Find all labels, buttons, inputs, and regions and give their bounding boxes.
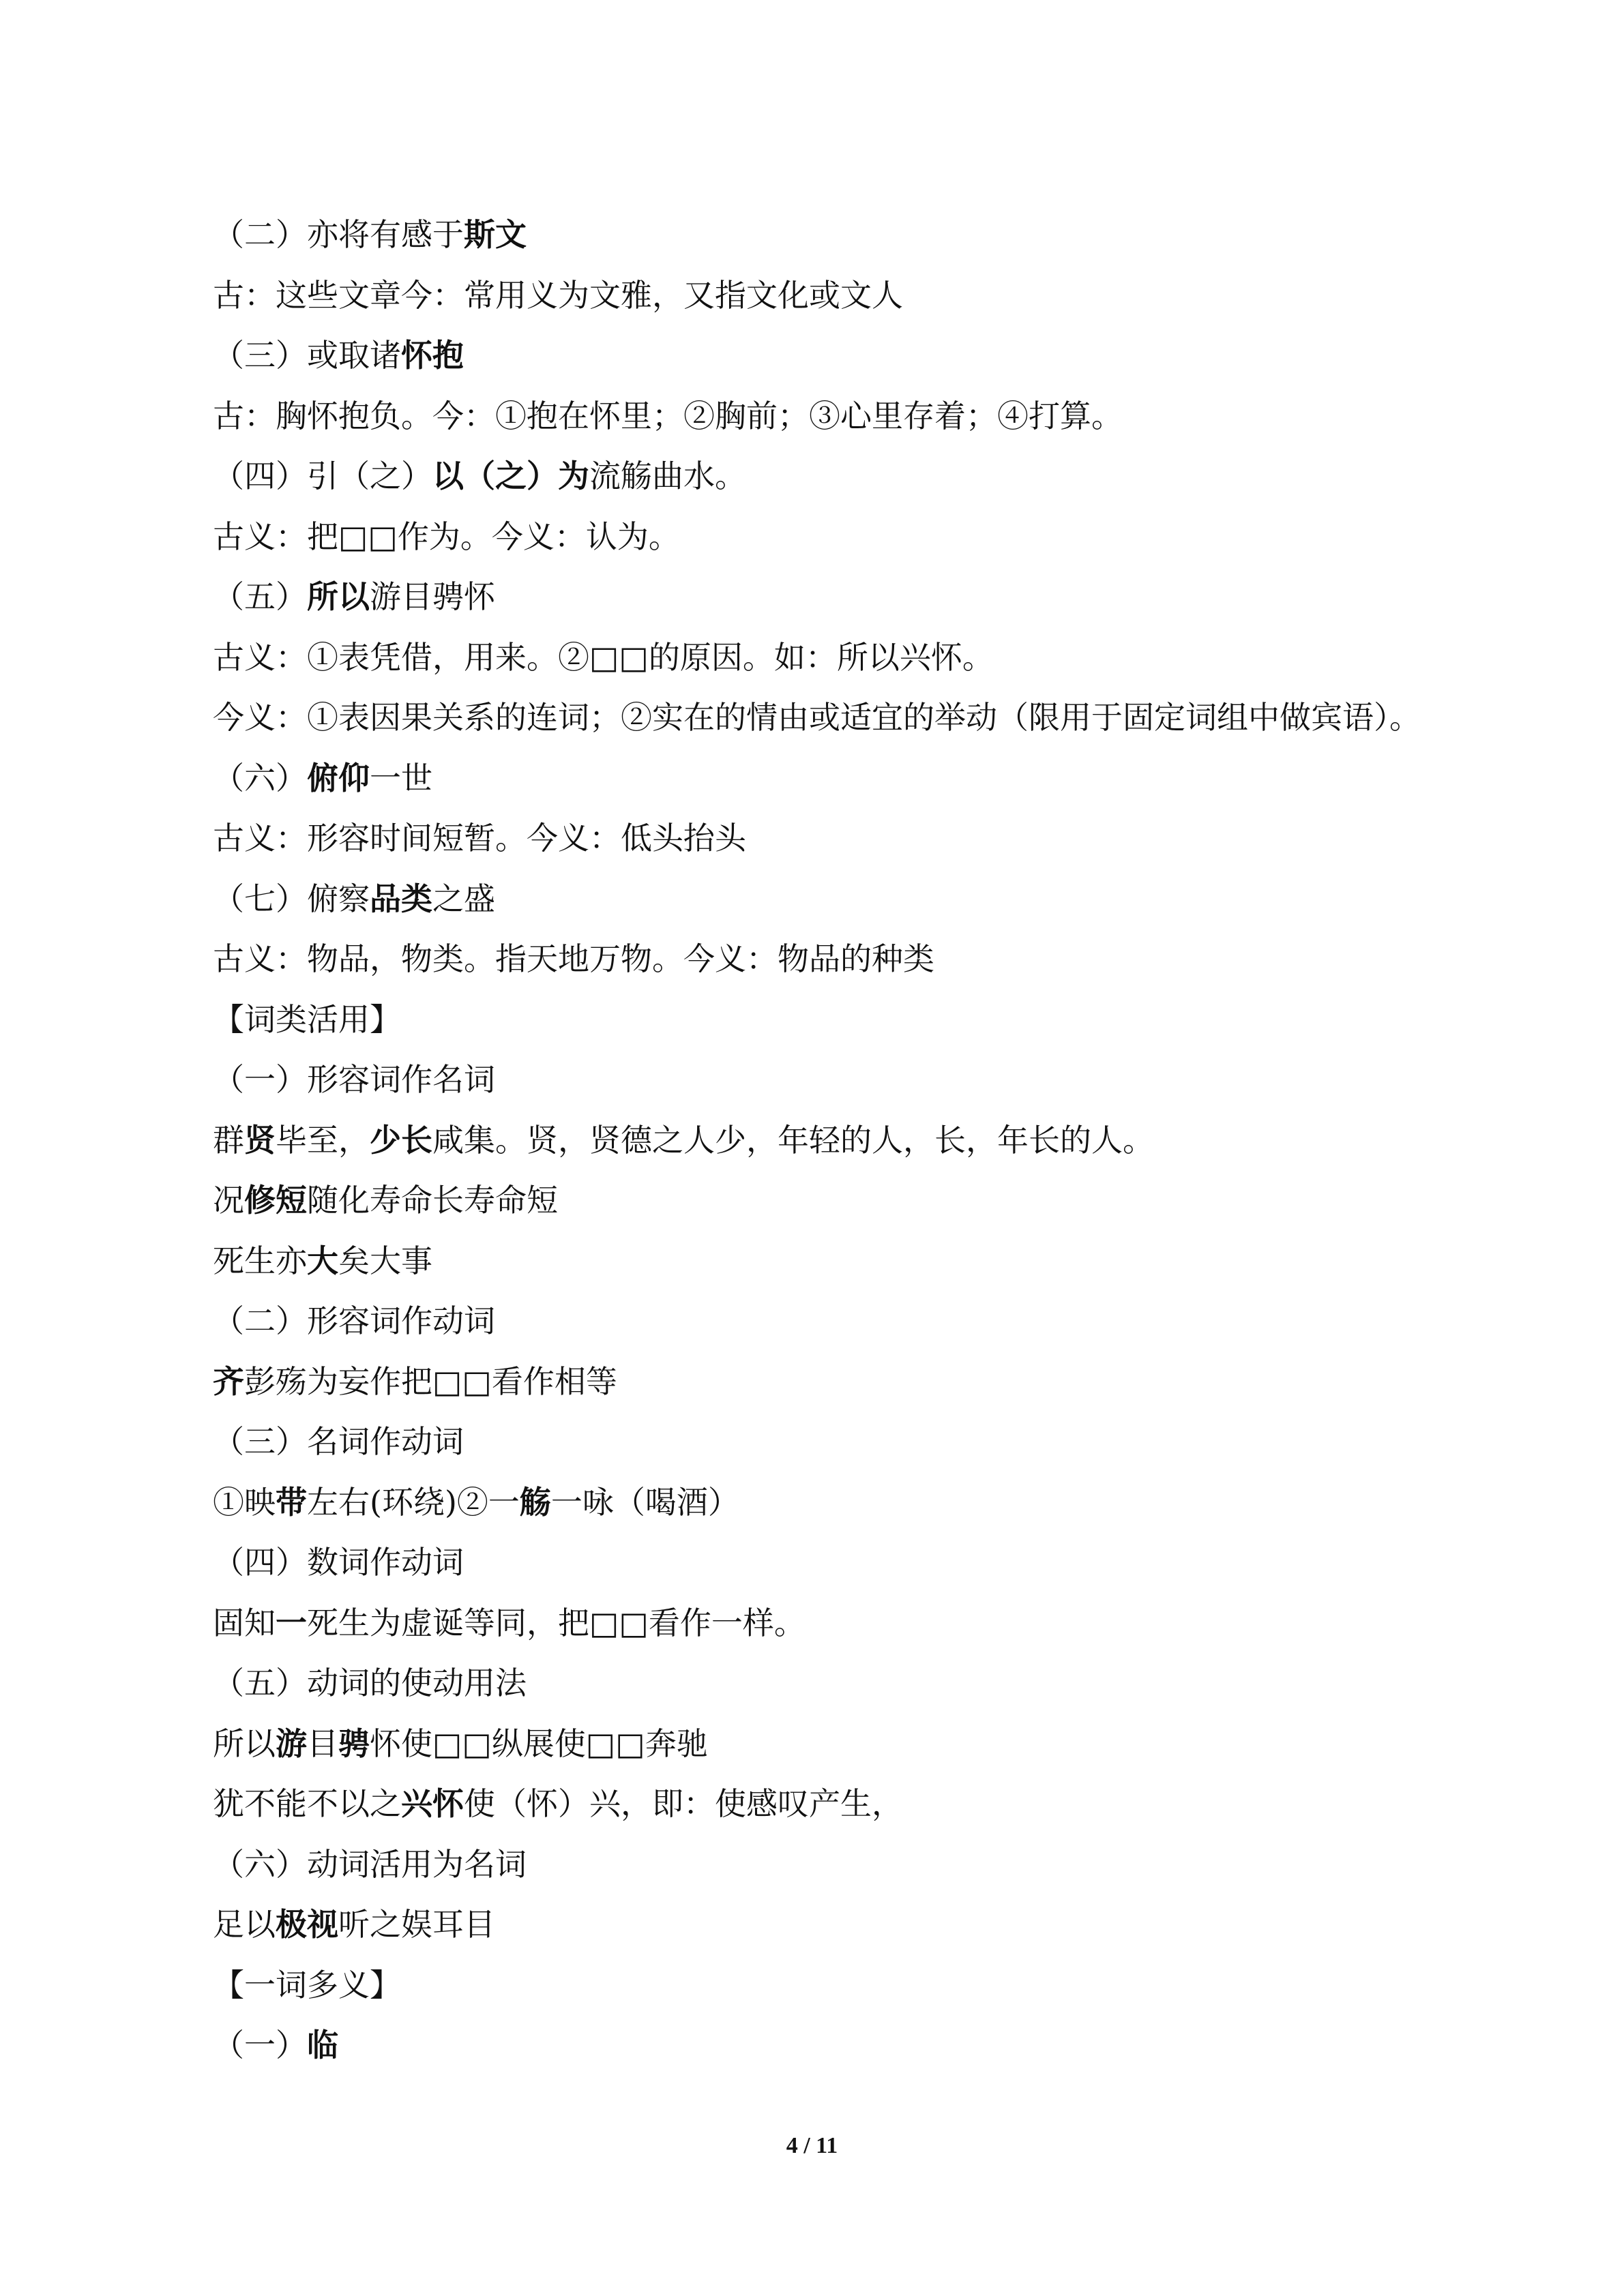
text-run: （一）	[213, 2027, 307, 2063]
text-run: 使（怀）兴，即：使感叹产生，	[464, 1785, 903, 1822]
emphasized-text: 所以	[307, 578, 370, 615]
text-line	[213, 1049, 1509, 1110]
text-line	[213, 507, 1509, 567]
text-run: 足以	[213, 1906, 276, 1943]
text-run: 犹不能不以之	[213, 1785, 401, 1822]
text-run: 固知	[213, 1604, 276, 1641]
text-run: ①映	[213, 1483, 276, 1521]
emphasized-text: 少长	[370, 1121, 432, 1159]
text-line	[213, 627, 1509, 688]
text-run: 随化寿命长寿命短	[307, 1182, 558, 1219]
page-number: 4 / 11	[786, 2133, 838, 2158]
emphasized-text: 极视	[276, 1906, 338, 1943]
text-run: 彭殇为妄作把□□看作相等	[244, 1362, 617, 1400]
text-run: （五）动词的使动用法	[213, 1665, 527, 1701]
emphasized-text: 以（之）为	[432, 458, 589, 494]
text-line	[213, 687, 1509, 748]
emphasized-text: 兴怀	[401, 1785, 464, 1822]
emphasized-text: 觞	[519, 1483, 551, 1521]
text-run: 目	[307, 1725, 338, 1762]
text-run: 古义：①表凭借，用来。②□□的原因。如：所以兴怀。	[213, 638, 994, 676]
text-run: （三）或取诸	[213, 337, 401, 374]
text-run: 【一词多义】	[213, 1966, 401, 2003]
text-line	[213, 1955, 1509, 2016]
text-run: 所以	[213, 1725, 276, 1762]
text-run: 一世	[370, 759, 432, 796]
text-line	[213, 1653, 1509, 1714]
text-line	[213, 1834, 1509, 1895]
text-line	[213, 1532, 1509, 1593]
emphasized-text: 带	[276, 1483, 307, 1521]
text-run: （二）亦将有感于	[213, 216, 464, 253]
text-run: 今义：①表因果关系的连词；②实在的情由或适宜的举动（限用于固定词组中做宾语）。	[213, 699, 1421, 736]
emphasized-text: 齐	[213, 1362, 244, 1400]
text-line	[213, 1894, 1509, 1955]
text-line	[213, 265, 1509, 326]
text-run: （二）形容词作动词	[213, 1302, 495, 1339]
text-line	[213, 1110, 1509, 1171]
text-line	[213, 1472, 1509, 1533]
text-run: 死生为虚诞等同，把□□看作一样。	[307, 1604, 806, 1641]
text-run: 古义：把□□作为。今义：认为。	[213, 518, 680, 555]
text-run: （三）名词作动词	[213, 1423, 464, 1460]
text-run: 矣大事	[338, 1242, 432, 1279]
text-run: （五）	[213, 578, 307, 615]
text-line	[213, 1593, 1509, 1654]
text-run: 死生亦	[213, 1242, 307, 1279]
document-body	[213, 205, 1509, 2076]
emphasized-text: 怀抱	[401, 337, 464, 374]
text-run: 况	[213, 1182, 244, 1219]
text-run: 毕至，	[276, 1121, 370, 1159]
text-line	[213, 2015, 1509, 2076]
emphasized-text: 修短	[244, 1182, 307, 1219]
text-run: 古：胸怀抱负。今：①抱在怀里；②胸前；③心里存着；④打算。	[213, 397, 1123, 434]
text-run: （一）形容词作名词	[213, 1061, 495, 1098]
text-run: 之盛	[432, 880, 495, 917]
text-line	[213, 386, 1509, 447]
emphasized-text: 骋	[338, 1725, 370, 1762]
text-line	[213, 989, 1509, 1050]
text-run: （四）数词作动词	[213, 1544, 464, 1581]
text-run: 【词类活用】	[213, 1000, 401, 1038]
text-line	[213, 1170, 1509, 1231]
text-run: 古义：形容时间短暂。今义：低头抬头	[213, 820, 746, 856]
text-run: （六）动词活用为名词	[213, 1845, 527, 1883]
text-run: 咸集。贤，贤德之人少，年轻的人，长，年长的人。	[432, 1121, 1154, 1159]
emphasized-text: 大	[307, 1242, 338, 1279]
text-line	[213, 446, 1509, 507]
text-run: 听之娱耳目	[338, 1906, 495, 1943]
text-run: （四）引（之）	[213, 458, 432, 494]
emphasized-text: 品类	[370, 880, 432, 917]
emphasized-text: 贤	[244, 1121, 276, 1159]
text-line	[213, 1231, 1509, 1292]
text-line	[213, 808, 1509, 869]
emphasized-text: 游	[276, 1725, 307, 1762]
text-line	[213, 1412, 1509, 1472]
text-line	[213, 1774, 1509, 1834]
emphasized-text: 临	[307, 2027, 338, 2063]
text-line	[213, 1352, 1509, 1412]
text-run: 左右(环绕)②一	[307, 1483, 520, 1521]
text-run: 游目骋怀	[370, 578, 495, 615]
text-run: 群	[213, 1121, 244, 1159]
text-line	[213, 1714, 1509, 1774]
text-run: 古：这些文章今：常用义为文雅，又指文化或文人	[213, 276, 903, 314]
text-line	[213, 929, 1509, 989]
text-run: 一咏（喝酒）	[550, 1483, 739, 1521]
emphasized-text: 斯文	[464, 216, 527, 253]
text-run: （七）俯察	[213, 880, 370, 917]
emphasized-text: 俯仰	[307, 759, 370, 796]
text-run: （六）	[213, 759, 307, 796]
emphasized-text: 一	[276, 1604, 307, 1641]
text-line	[213, 325, 1509, 386]
text-line	[213, 869, 1509, 929]
text-line	[213, 748, 1509, 809]
text-run: 古义：物品，物类。指天地万物。今义：物品的种类	[213, 940, 934, 977]
text-line	[213, 205, 1509, 265]
text-line	[213, 567, 1509, 627]
text-run: 怀使□□纵展使□□奔驰	[370, 1725, 708, 1762]
text-run: 流觞曲水。	[589, 458, 746, 494]
text-line	[213, 1291, 1509, 1352]
